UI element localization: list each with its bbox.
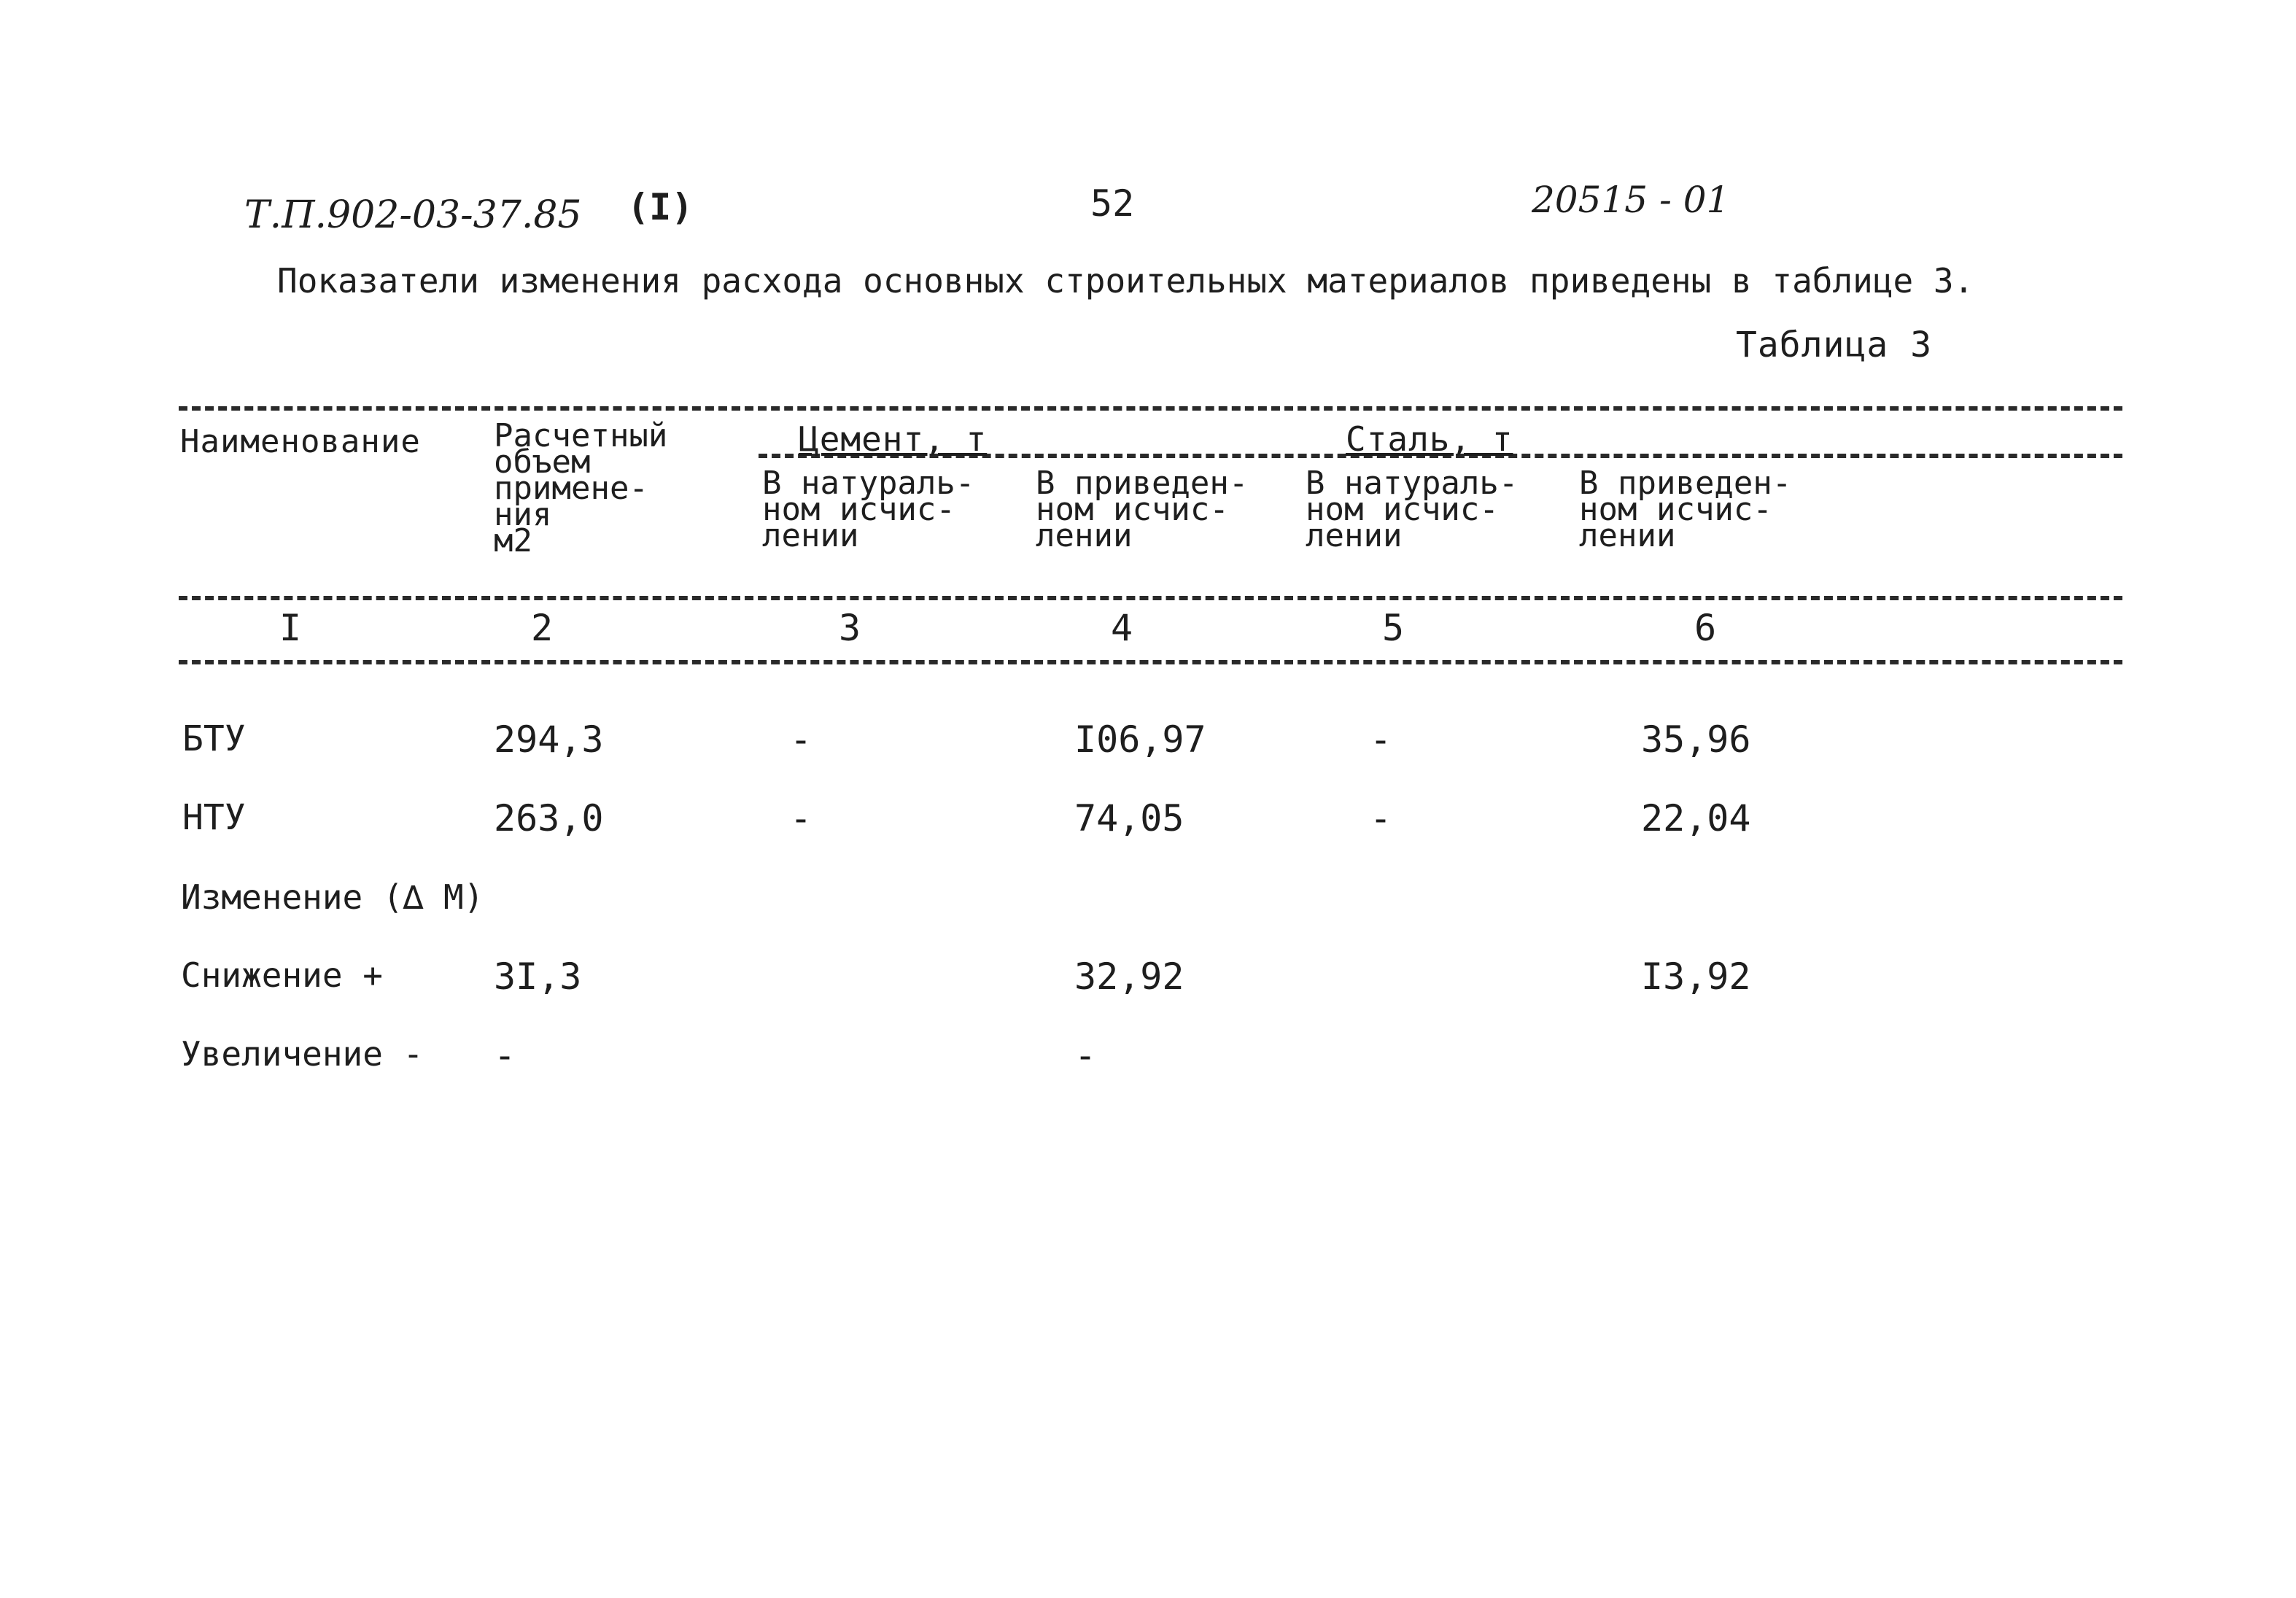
col-number-6: 6	[1694, 607, 1717, 649]
row-1-volume: 294,3	[494, 718, 604, 761]
col-number-2: 2	[531, 607, 554, 649]
header-steel-group: Сталь, т	[1346, 419, 1513, 459]
row-3-name: Изменение (∆ М)	[181, 877, 484, 917]
col-number-5: 5	[1382, 607, 1405, 649]
col-number-3: 3	[839, 607, 861, 649]
row-2-cement-reduced: 74,05	[1074, 797, 1184, 839]
row-1-steel-natural: -	[1370, 718, 1392, 761]
row-2-volume: 263,0	[494, 797, 604, 839]
row-4-cement-reduced: 32,92	[1074, 955, 1184, 998]
row-2-name: НТУ	[182, 797, 246, 838]
row-2-cement-natural: -	[790, 797, 812, 839]
col-number-4: 4	[1111, 607, 1133, 649]
row-1-cement-natural: -	[790, 718, 812, 761]
doc-code: Т.П.902-03-37.85	[244, 193, 582, 237]
col-number-1: I	[279, 607, 302, 649]
header-steel-reduced: В приведен- ном исчис- лении	[1579, 465, 1792, 554]
row-4-steel-reduced: I3,92	[1641, 955, 1751, 998]
row-5-volume: -	[494, 1034, 516, 1077]
header-cement-group: Цемент, т	[799, 419, 988, 459]
page-number: 52	[1090, 182, 1135, 225]
table-top-rule	[179, 406, 2122, 411]
table-numbers-rule	[179, 660, 2122, 664]
header-cement-natural: В натураль- ном исчис- лении	[762, 465, 975, 554]
row-2-steel-reduced: 22,04	[1641, 797, 1751, 839]
row-1-cement-reduced: I06,97	[1074, 718, 1206, 761]
row-4-name: Снижение +	[181, 955, 383, 995]
part-number: (I)	[627, 186, 694, 228]
row-4-volume: 3I,3	[494, 955, 582, 998]
header-name: Наименование	[180, 423, 421, 460]
header-volume: Расчетный объем применe- ния м2	[494, 417, 668, 559]
intro-text: Показатели изменения расхода основных строительных материалов приведены в таблице 3.	[277, 261, 1974, 300]
row-1-steel-reduced: 35,96	[1641, 718, 1751, 761]
row-1-name: БТУ	[182, 718, 246, 759]
header-cement-reduced: В приведен- ном исчис- лении	[1036, 465, 1249, 554]
table-label: Таблица 3	[1736, 325, 1933, 365]
inventory-number: 20515 - 01	[1532, 179, 1730, 221]
table-header-rule	[179, 596, 2122, 600]
header-steel-natural: В натураль- ном исчис- лении	[1306, 465, 1519, 554]
row-5-name: Увеличение -	[181, 1034, 424, 1074]
row-2-steel-natural: -	[1370, 797, 1392, 839]
row-5-cement-reduced: -	[1074, 1034, 1097, 1077]
